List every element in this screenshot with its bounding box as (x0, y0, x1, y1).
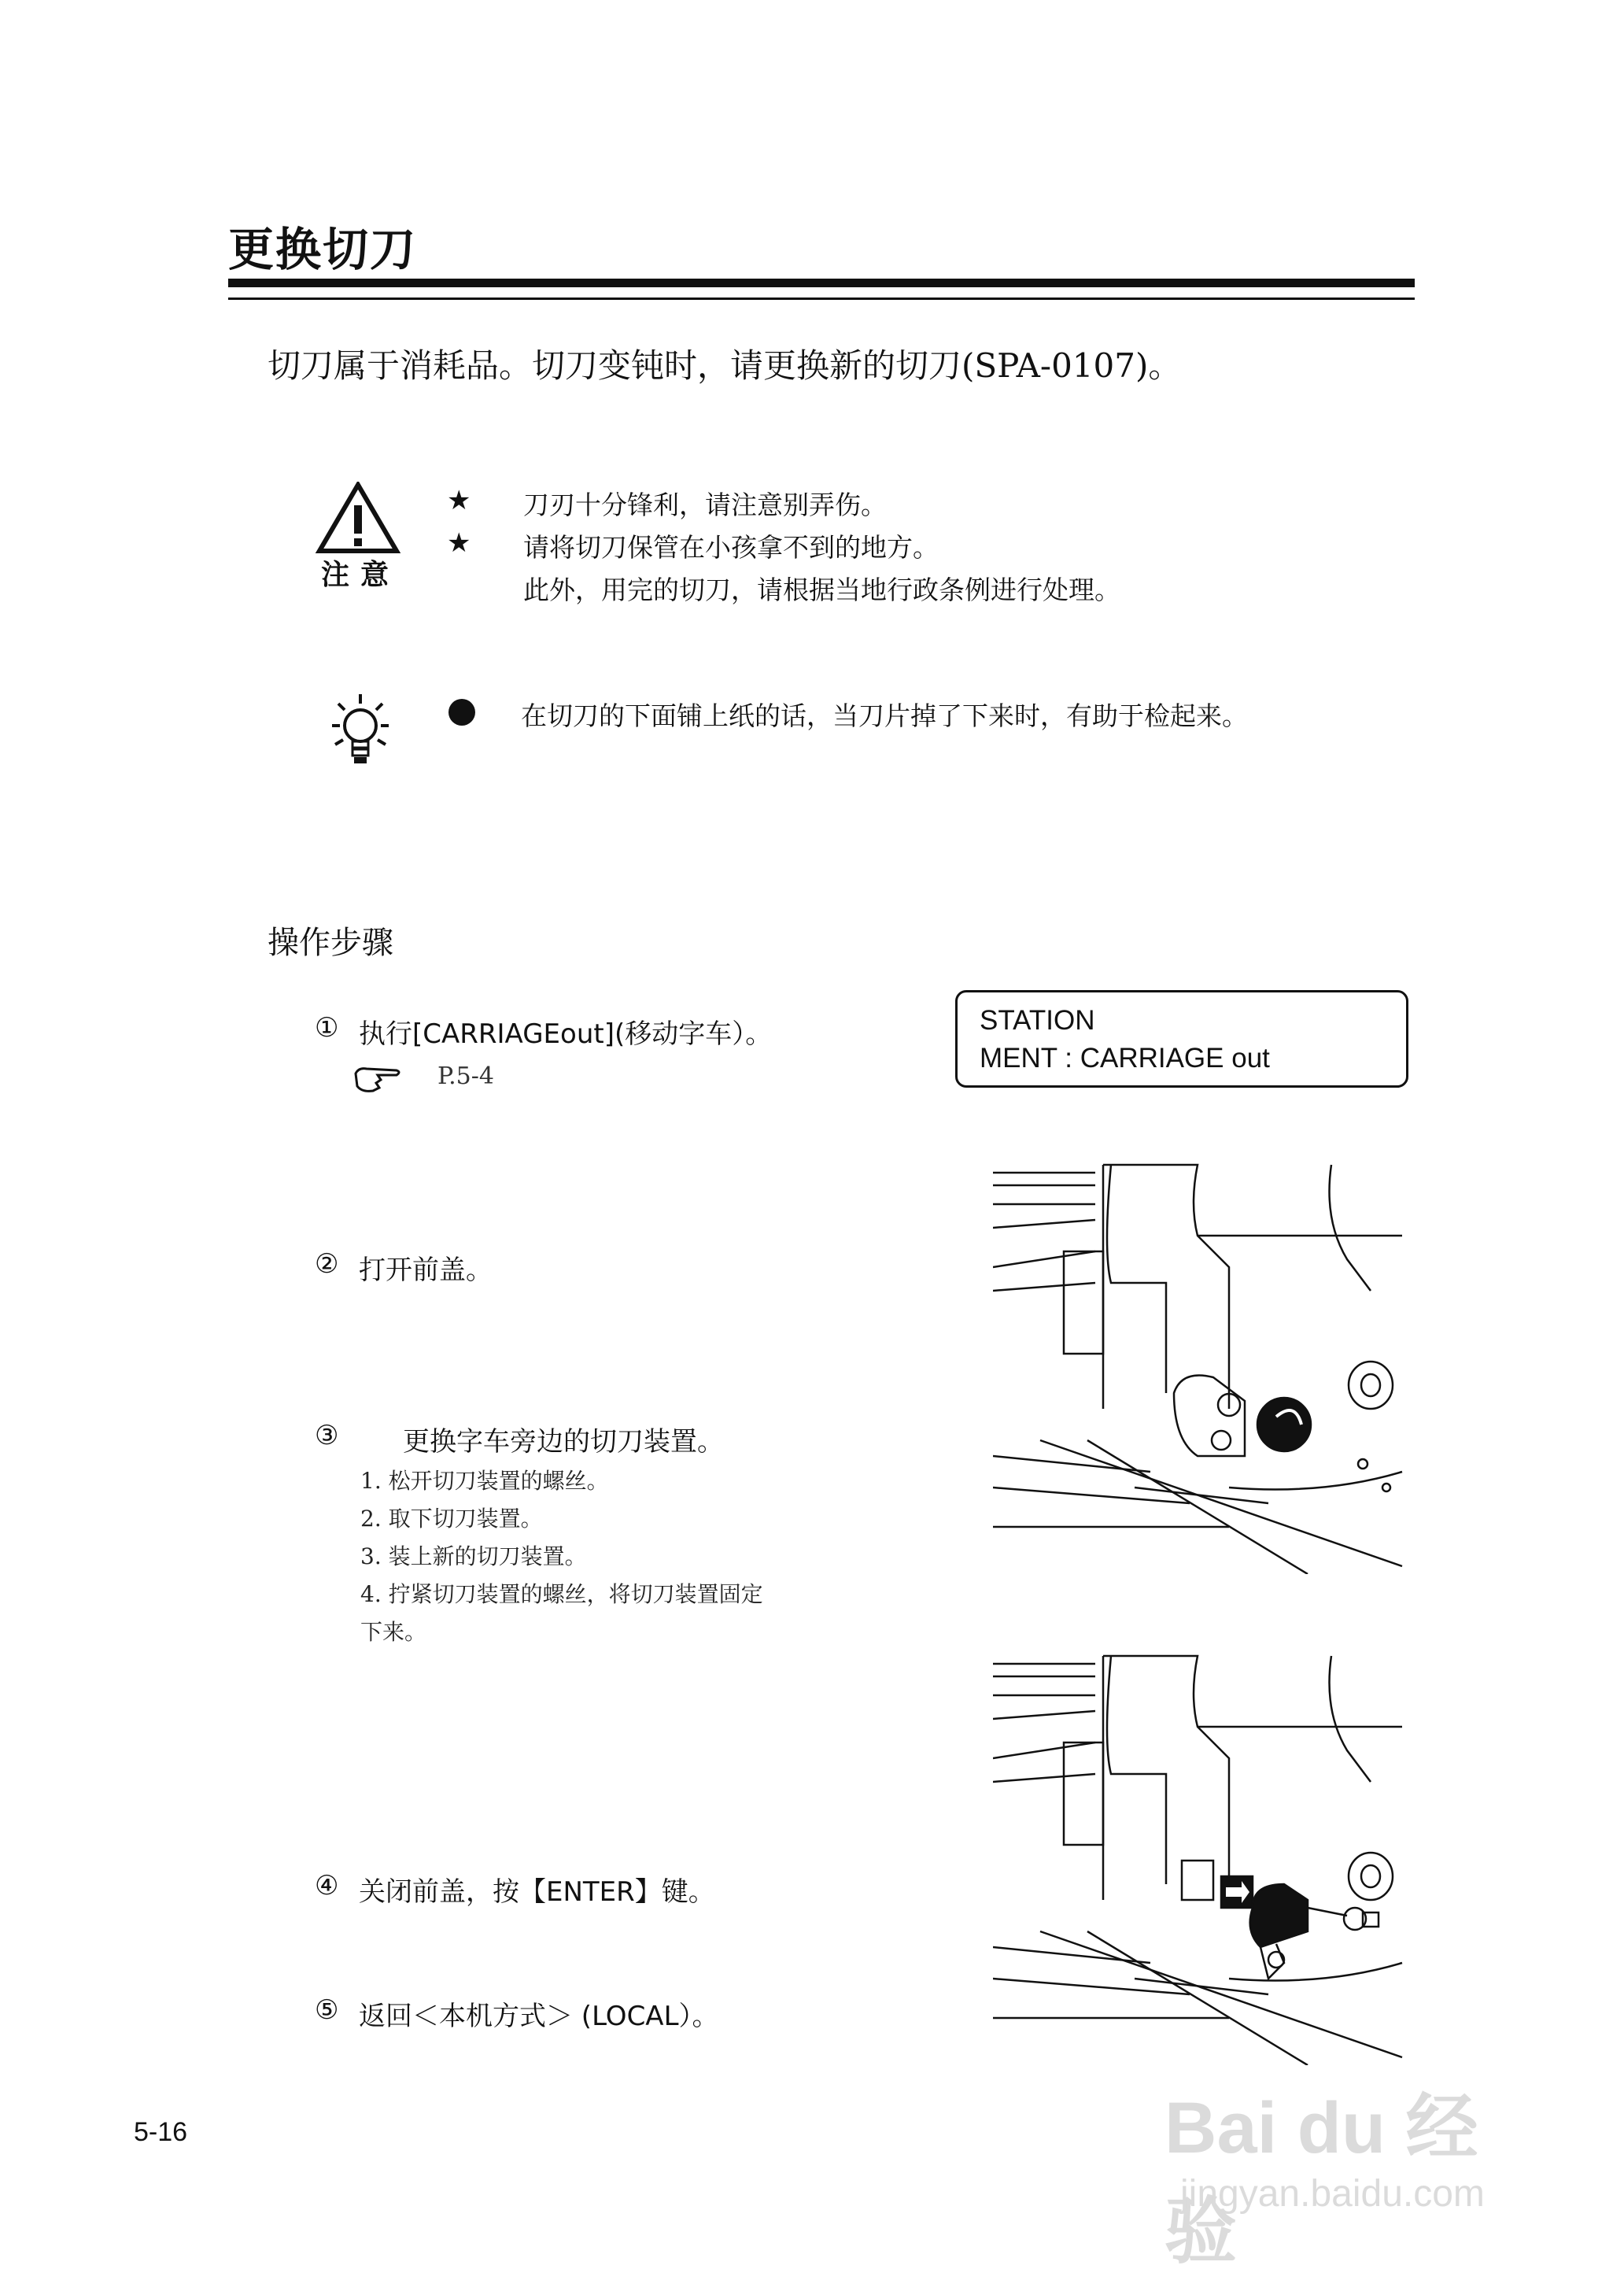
title-rule-thin (228, 298, 1415, 300)
step-3-sub-4: 4. 拧紧切刀装置的螺丝，将切刀装置固定 (360, 1581, 763, 1607)
pointing-hand-icon (352, 1064, 408, 1096)
step-3-sub-2: 2. 取下切刀装置。 (360, 1506, 543, 1532)
cutter-unit-illustration (993, 1157, 1410, 1574)
step-3-number: ③ (315, 1420, 339, 1451)
step-4-text: 关闭前盖，按【ENTER】键。 (359, 1876, 715, 1908)
caution-star-1: ★ (447, 485, 471, 516)
lcd-display (955, 990, 1408, 1088)
page-number: 5-16 (134, 2117, 188, 2147)
cutter-removal-illustration (993, 1648, 1410, 2065)
step-3-text: 更换字车旁边的切刀装置。 (403, 1426, 724, 1458)
lcd-line-1: STATION (980, 1005, 1095, 1036)
section-title: 操作步骤 (268, 925, 393, 961)
lcd-line-2: MENT : CARRIAGE out (980, 1043, 1270, 1074)
step-2-number: ② (315, 1248, 339, 1280)
lightbulb-icon (321, 691, 400, 778)
tip-bullet (448, 699, 475, 726)
caution-item-1: 刀刃十分锋利，请注意别弄伤。 (523, 490, 887, 520)
caution-star-2: ★ (447, 527, 471, 559)
step-3-sub-1: 1. 松开切刀装置的螺丝。 (360, 1468, 609, 1494)
step-1-reference[interactable]: P.5-4 (437, 1062, 494, 1090)
tip-text: 在切刀的下面铺上纸的话，当刀片掉了下来时，有助于检起来。 (521, 700, 1248, 731)
watermark-brand: Bai du 经验 (1164, 2088, 1478, 2272)
title-rule-thick (228, 279, 1415, 287)
step-3-sub-3: 3. 装上新的切刀装置。 (360, 1543, 587, 1569)
caution-label: 注意 (321, 559, 400, 591)
caution-item-2: 请将切刀保管在小孩拿不到的地方。 (523, 532, 939, 563)
step-5-number: ⑤ (315, 1994, 339, 2026)
step-1-text: 执行[CARRIAGEout](移动字车）。 (359, 1018, 773, 1050)
intro-text: 切刀属于消耗品。切刀变钝时，请更换新的切刀(SPA-0107)。 (268, 346, 1182, 385)
step-3-sub-5: 下来。 (360, 1619, 427, 1645)
baidu-watermark (1164, 2038, 1542, 2272)
step-1-number: ① (315, 1012, 339, 1044)
caution-item-continuation: 此外，用完的切刀，请根据当地行政条例进行处理。 (523, 575, 1120, 605)
step-2-text: 打开前盖。 (359, 1255, 493, 1286)
step-4-number: ④ (315, 1870, 339, 1901)
step-5-text: 返回＜本机方式＞ (LOCAL）。 (359, 2001, 719, 2032)
watermark-url: jingyan.baidu.com (1180, 2173, 1485, 2215)
page-title: 更换切刀 (228, 223, 418, 276)
